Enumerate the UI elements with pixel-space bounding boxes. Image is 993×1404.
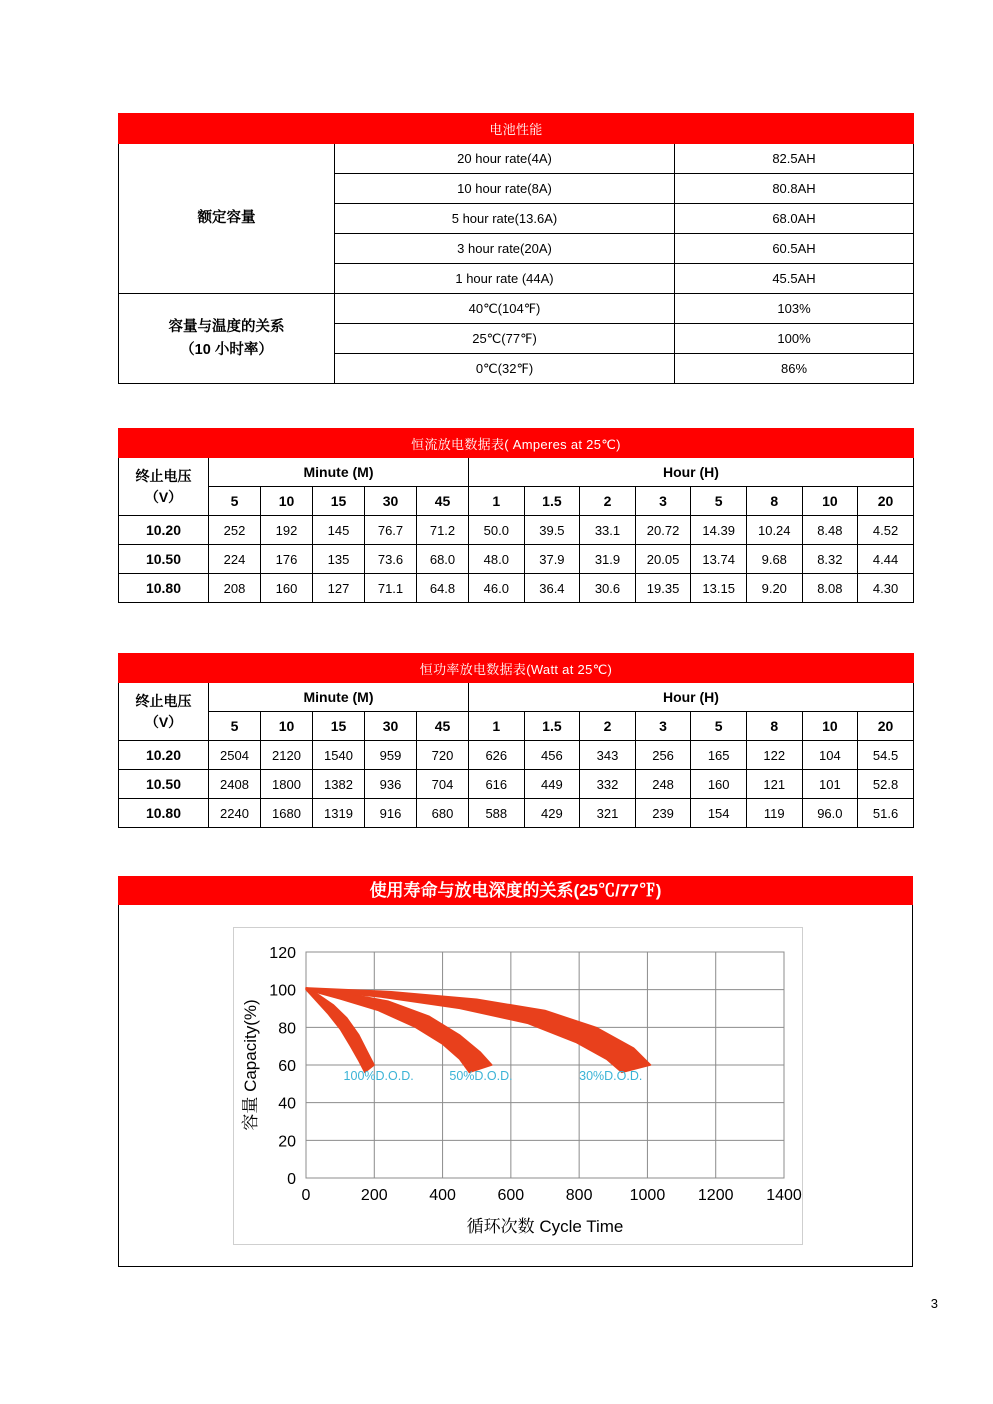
capacity-rate: 10 hour rate(8A) xyxy=(335,174,675,204)
constant-power-discharge-section xyxy=(118,653,913,828)
capacity-rate: 20 hour rate(4A) xyxy=(335,144,675,174)
capacity-temperature-label-line2: （10 小时率） xyxy=(180,341,273,358)
hour-col: 10 xyxy=(802,712,858,741)
table-group-header-row xyxy=(119,458,914,487)
x-tick-label: 0 xyxy=(301,1187,311,1204)
cell: 145 xyxy=(313,516,365,545)
cell: 20.72 xyxy=(635,516,691,545)
cutoff-voltage: 10.50 xyxy=(119,770,209,799)
cell: 68.0 xyxy=(417,545,469,574)
x-tick-label: 200 xyxy=(360,1187,388,1204)
cell: 4.44 xyxy=(858,545,914,574)
cell: 10.24 xyxy=(746,516,802,545)
hour-col: 1 xyxy=(469,487,525,516)
cell: 959 xyxy=(365,741,417,770)
hour-col: 1 xyxy=(469,712,525,741)
hour-col: 2 xyxy=(580,712,636,741)
hour-col: 8 xyxy=(746,712,802,741)
cell: 252 xyxy=(209,516,261,545)
capacity-temperature-label-line1: 容量与温度的关系 xyxy=(168,319,285,336)
minute-col: 45 xyxy=(417,712,469,741)
table-header-row xyxy=(119,654,914,683)
cutoff-voltage-header xyxy=(119,458,209,516)
capacity-value: 82.5AH xyxy=(675,144,914,174)
temperature-value: 100% xyxy=(675,324,914,354)
cycle-life-chart-svg xyxy=(234,928,802,1244)
cell: 165 xyxy=(691,741,747,770)
cell: 19.35 xyxy=(635,574,691,603)
cell: 135 xyxy=(313,545,365,574)
capacity-rate: 3 hour rate(20A) xyxy=(335,234,675,264)
cutoff-voltage-header-line2: （V） xyxy=(144,713,183,730)
cell: 33.1 xyxy=(580,516,636,545)
cell: 429 xyxy=(524,799,580,828)
cell: 31.9 xyxy=(580,545,636,574)
constant-current-discharge-table xyxy=(118,428,914,603)
constant-current-discharge-section xyxy=(118,428,913,603)
cutoff-voltage-header-line2: （V） xyxy=(144,488,183,505)
rated-capacity-label: 额定容量 xyxy=(119,144,335,294)
minute-col: 10 xyxy=(261,712,313,741)
cell: 8.08 xyxy=(802,574,858,603)
hour-col: 20 xyxy=(858,487,914,516)
cell: 449 xyxy=(524,770,580,799)
minute-col: 5 xyxy=(209,712,261,741)
hour-col: 2 xyxy=(580,487,636,516)
hour-col: 10 xyxy=(802,487,858,516)
table-column-header-row xyxy=(119,712,914,741)
x-tick-label: 800 xyxy=(565,1187,593,1204)
cutoff-voltage-header-line1: 终止电压 xyxy=(135,467,192,484)
cutoff-voltage: 10.80 xyxy=(119,574,209,603)
cell: 456 xyxy=(524,741,580,770)
minute-col: 30 xyxy=(365,487,417,516)
constant-power-discharge-table xyxy=(118,653,914,828)
cutoff-voltage: 10.20 xyxy=(119,516,209,545)
x-tick-label: 1000 xyxy=(629,1187,666,1204)
cell: 2408 xyxy=(209,770,261,799)
cell: 192 xyxy=(261,516,313,545)
x-tick-label: 600 xyxy=(497,1187,525,1204)
y-tick-label: 120 xyxy=(269,945,296,962)
cell: 71.1 xyxy=(365,574,417,603)
cell: 9.68 xyxy=(746,545,802,574)
cell: 9.20 xyxy=(746,574,802,603)
cell: 2120 xyxy=(261,741,313,770)
y-tick-label: 100 xyxy=(269,982,296,1000)
x-tick-label: 1400 xyxy=(766,1187,802,1204)
cutoff-voltage-header-line1: 终止电压 xyxy=(135,692,192,709)
table-row xyxy=(119,545,914,574)
cell: 1800 xyxy=(261,770,313,799)
cell: 36.4 xyxy=(524,574,580,603)
cell: 720 xyxy=(417,741,469,770)
cell: 321 xyxy=(580,799,636,828)
hour-col: 3 xyxy=(635,487,691,516)
temperature-condition: 0℃(32℉) xyxy=(335,354,675,384)
cell: 616 xyxy=(469,770,525,799)
dod-annotation: 100%D.O.D. xyxy=(343,1069,414,1084)
cell: 8.32 xyxy=(802,545,858,574)
cell: 119 xyxy=(746,799,802,828)
minute-group-header: Minute (M) xyxy=(209,458,469,487)
cell: 4.52 xyxy=(858,516,914,545)
table-header-row xyxy=(119,114,914,144)
temperature-value: 86% xyxy=(675,354,914,384)
cell: 71.2 xyxy=(417,516,469,545)
cell: 20.05 xyxy=(635,545,691,574)
cell: 248 xyxy=(635,770,691,799)
hour-col: 8 xyxy=(746,487,802,516)
temperature-value: 103% xyxy=(675,294,914,324)
temperature-condition: 25℃(77℉) xyxy=(335,324,675,354)
cycle-life-chart-body xyxy=(118,905,913,1267)
capacity-value: 68.0AH xyxy=(675,204,914,234)
dod-annotation: 30%D.O.D. xyxy=(579,1069,643,1084)
hour-col: 1.5 xyxy=(524,712,580,741)
table-row xyxy=(119,799,914,828)
constant-power-title: 恒功率放电数据表(Watt at 25℃) xyxy=(119,654,914,683)
battery-performance-section xyxy=(118,113,913,384)
x-axis-title: 循环次数 Cycle Time xyxy=(466,1217,624,1236)
x-tick-label: 1200 xyxy=(697,1187,734,1204)
cell: 160 xyxy=(261,574,313,603)
y-tick-label: 40 xyxy=(278,1095,296,1113)
y-tick-label: 80 xyxy=(278,1020,296,1038)
table-group-header-row xyxy=(119,683,914,712)
cell: 2240 xyxy=(209,799,261,828)
cutoff-voltage-header xyxy=(119,683,209,741)
hour-group-header: Hour (H) xyxy=(469,683,914,712)
cell: 343 xyxy=(580,741,636,770)
table-row xyxy=(119,144,914,174)
cycle-life-chart-section xyxy=(118,876,913,1267)
cell: 176 xyxy=(261,545,313,574)
y-tick-label: 20 xyxy=(278,1133,296,1151)
cell: 588 xyxy=(469,799,525,828)
hour-col: 1.5 xyxy=(524,487,580,516)
cell: 2504 xyxy=(209,741,261,770)
minute-col: 15 xyxy=(313,712,365,741)
x-tick-label: 400 xyxy=(429,1187,456,1204)
hour-group-header: Hour (H) xyxy=(469,458,914,487)
cell: 37.9 xyxy=(524,545,580,574)
cell: 51.6 xyxy=(858,799,914,828)
cutoff-voltage: 10.20 xyxy=(119,741,209,770)
cell: 224 xyxy=(209,545,261,574)
table-row xyxy=(119,516,914,545)
capacity-temperature-label xyxy=(119,294,335,384)
table-row xyxy=(119,770,914,799)
hour-col: 5 xyxy=(691,487,747,516)
cell: 64.8 xyxy=(417,574,469,603)
temperature-condition: 40℃(104℉) xyxy=(335,294,675,324)
minute-col: 15 xyxy=(313,487,365,516)
y-tick-label: 0 xyxy=(287,1171,296,1188)
minute-col: 10 xyxy=(261,487,313,516)
cell: 48.0 xyxy=(469,545,525,574)
cell: 127 xyxy=(313,574,365,603)
cell: 936 xyxy=(365,770,417,799)
cell: 680 xyxy=(417,799,469,828)
cell: 121 xyxy=(746,770,802,799)
cell: 122 xyxy=(746,741,802,770)
cell: 916 xyxy=(365,799,417,828)
cell: 626 xyxy=(469,741,525,770)
table-column-header-row xyxy=(119,487,914,516)
cell: 46.0 xyxy=(469,574,525,603)
cell: 239 xyxy=(635,799,691,828)
cell: 208 xyxy=(209,574,261,603)
cell: 1319 xyxy=(313,799,365,828)
chart-plot-frame xyxy=(233,927,803,1245)
page-number: 3 xyxy=(930,1296,938,1311)
table-row xyxy=(119,294,914,324)
cell: 50.0 xyxy=(469,516,525,545)
cell: 96.0 xyxy=(802,799,858,828)
dod-annotation: 50%D.O.D. xyxy=(449,1069,513,1084)
cell: 154 xyxy=(691,799,747,828)
cell: 39.5 xyxy=(524,516,580,545)
hour-col: 3 xyxy=(635,712,691,741)
cell: 14.39 xyxy=(691,516,747,545)
minute-col: 30 xyxy=(365,712,417,741)
cell: 73.6 xyxy=(365,545,417,574)
capacity-value: 45.5AH xyxy=(675,264,914,294)
cell: 1540 xyxy=(313,741,365,770)
capacity-value: 80.8AH xyxy=(675,174,914,204)
cell: 76.7 xyxy=(365,516,417,545)
hour-col: 20 xyxy=(858,712,914,741)
minute-col: 45 xyxy=(417,487,469,516)
cell: 704 xyxy=(417,770,469,799)
capacity-rate: 5 hour rate(13.6A) xyxy=(335,204,675,234)
table-row xyxy=(119,741,914,770)
cell: 52.8 xyxy=(858,770,914,799)
battery-performance-table xyxy=(118,113,914,384)
table-header-row xyxy=(119,429,914,458)
cell: 13.15 xyxy=(691,574,747,603)
cell: 8.48 xyxy=(802,516,858,545)
y-axis-title: 容量 Capacity(%) xyxy=(241,999,260,1131)
capacity-value: 60.5AH xyxy=(675,234,914,264)
constant-current-title: 恒流放电数据表( Amperes at 25℃) xyxy=(119,429,914,458)
cell: 101 xyxy=(802,770,858,799)
cell: 104 xyxy=(802,741,858,770)
cell: 160 xyxy=(691,770,747,799)
cell: 54.5 xyxy=(858,741,914,770)
cutoff-voltage: 10.80 xyxy=(119,799,209,828)
capacity-rate: 1 hour rate (44A) xyxy=(335,264,675,294)
cutoff-voltage: 10.50 xyxy=(119,545,209,574)
cell: 13.74 xyxy=(691,545,747,574)
cell: 30.6 xyxy=(580,574,636,603)
y-tick-label: 60 xyxy=(278,1058,296,1075)
cell: 4.30 xyxy=(858,574,914,603)
minute-col: 5 xyxy=(209,487,261,516)
cell: 1382 xyxy=(313,770,365,799)
cell: 332 xyxy=(580,770,636,799)
battery-performance-title: 电池性能 xyxy=(119,114,914,144)
cycle-life-chart-title: 使用寿命与放电深度的关系(25℃/77℉) xyxy=(118,876,913,905)
cell: 1680 xyxy=(261,799,313,828)
cell: 256 xyxy=(635,741,691,770)
table-row xyxy=(119,574,914,603)
hour-col: 5 xyxy=(691,712,747,741)
minute-group-header: Minute (M) xyxy=(209,683,469,712)
